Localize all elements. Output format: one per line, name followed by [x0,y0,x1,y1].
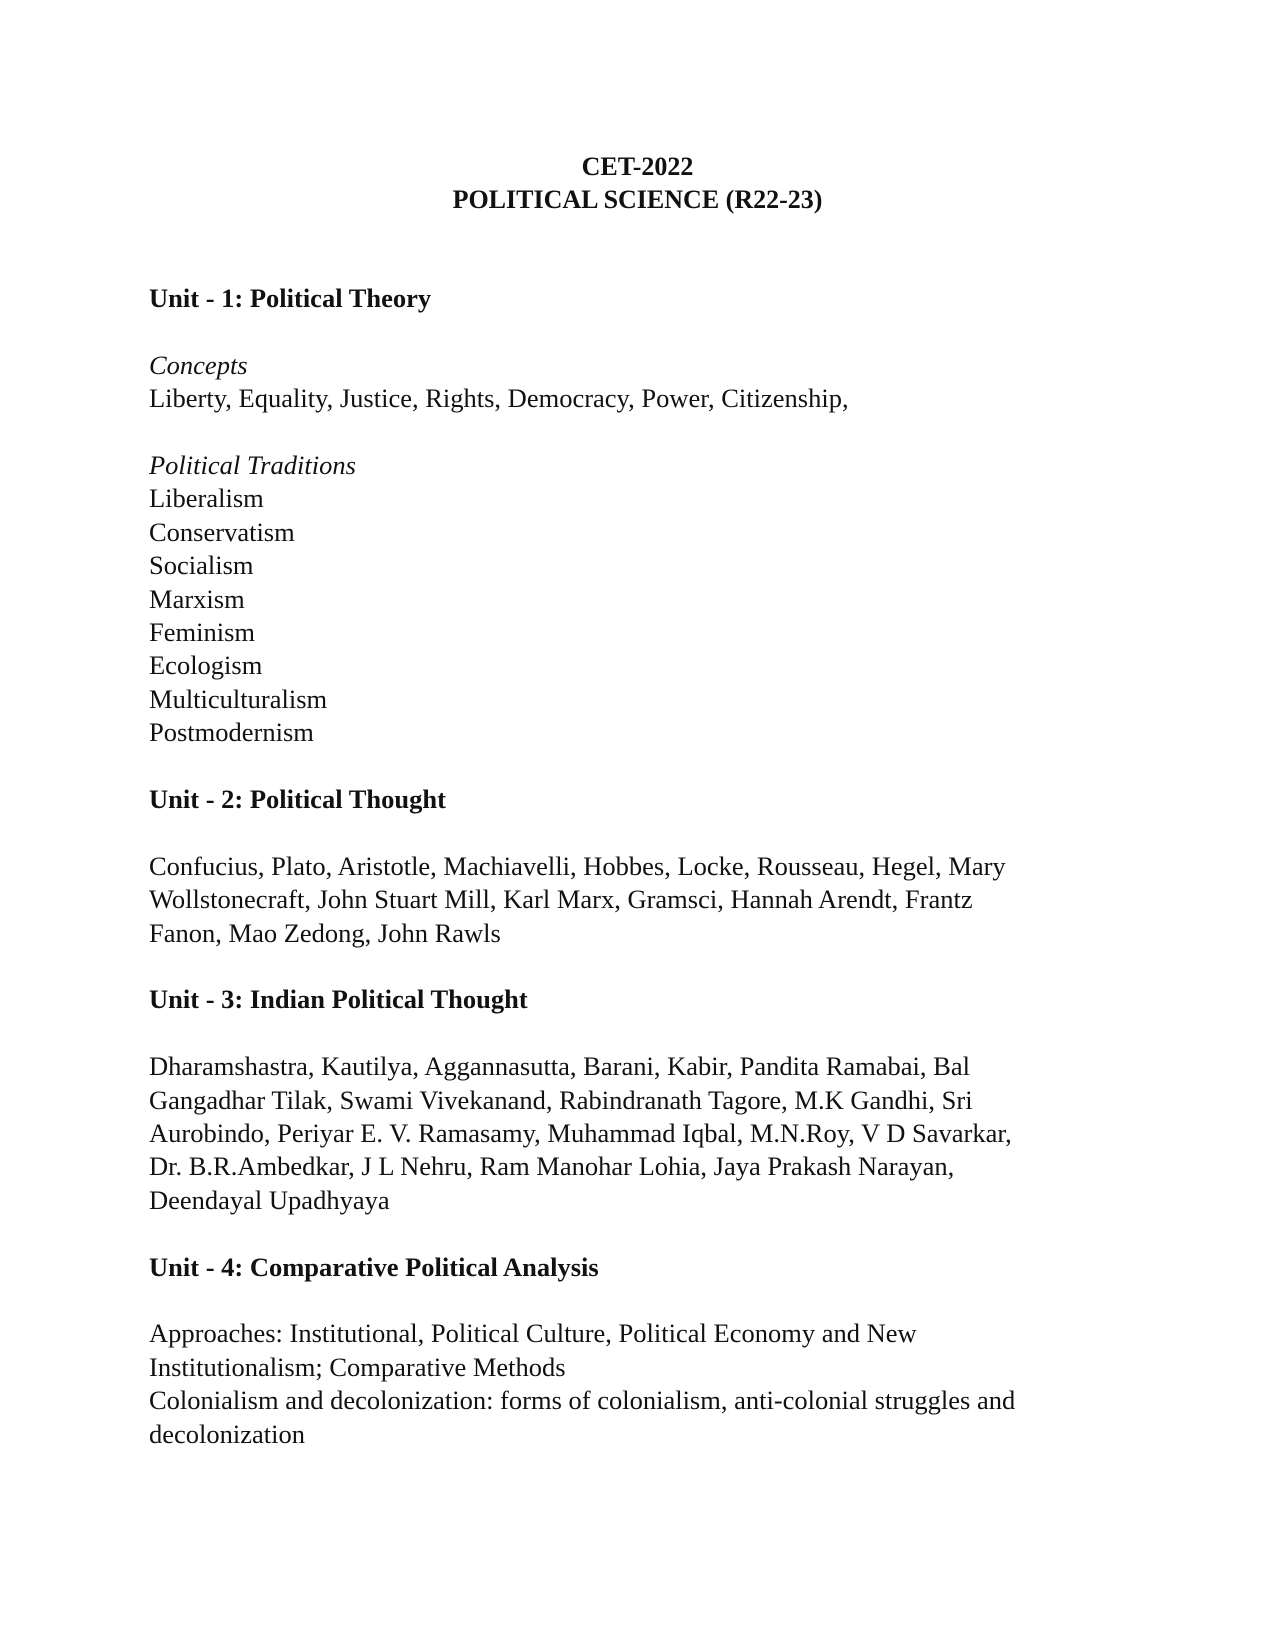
paragraph-line: decolonization [149,1418,305,1449]
concepts-heading: Concepts [149,349,248,380]
paragraph-line: Colonialism and decolonization: forms of colonialism, anti-colonial struggles and [149,1385,1016,1416]
political-traditions-heading: Political Traditions [149,450,356,480]
list-item: Conservatism [149,516,295,547]
subject-title: POLITICAL SCIENCE (R22-23) [452,185,823,214]
unit-3-heading: Unit - 3: Indian Political Thought [149,984,528,1015]
unit-4-section [149,1251,1149,1451]
unit-1-heading: Unit - 1: Political Theory [149,283,432,313]
paragraph-line: Gangadhar Tilak, Swami Vivekanand, Rabindranath Tagore, M.K Gandhi, Sri [149,1084,973,1115]
unit-3-section [149,983,1149,1217]
paragraph-line: Fanon, Mao Zedong, John Rawls [149,917,501,948]
unit-2-heading: Unit - 2: Political Thought [149,784,446,815]
list-item: Liberalism [149,483,264,514]
paragraph-line: Wollstonecraft, John Stuart Mill, Karl Marx, Gramsci, Hannah Arendt, Frantz [149,884,973,915]
paragraph-line: Aurobindo, Periyar E. V. Ramasamy, Muhammad Iqbal, M.N.Roy, V D Savarkar, [149,1118,1012,1149]
list-item: Marxism [149,583,245,614]
document-header [0,150,1275,216]
paragraph-line: Dr. B.R.Ambedkar, J L Nehru, Ram Manohar Lohia, Jaya Prakash Narayan, [149,1151,955,1182]
list-item: Socialism [149,550,254,581]
concepts-list: Liberty, Equality, Justice, Rights, Democracy, Power, Citizenship, [149,383,849,414]
unit-1-section [149,282,1149,750]
syllabus-content [149,282,1149,1451]
paragraph-line: Dharamshastra, Kautilya, Aggannasutta, Barani, Kabir, Pandita Ramabai, Bal [149,1051,970,1082]
exam-title: CET-2022 [581,152,694,181]
paragraph-line: Deendayal Upadhyaya [149,1184,390,1215]
paragraph-line: Confucius, Plato, Aristotle, Machiavelli, Hobbes, Locke, Rousseau, Hegel, Mary [149,850,1006,881]
list-item: Feminism [149,617,256,648]
unit-4-heading: Unit - 4: Comparative Political Analysis [149,1251,599,1282]
list-item: Postmodernism [149,717,314,748]
unit-2-section [149,783,1149,950]
list-item: Multiculturalism [149,683,328,714]
list-item: Ecologism [149,650,263,681]
paragraph-line: Institutionalism; Comparative Methods [149,1351,566,1382]
paragraph-line: Approaches: Institutional, Political Culture, Political Economy and New [149,1318,917,1349]
